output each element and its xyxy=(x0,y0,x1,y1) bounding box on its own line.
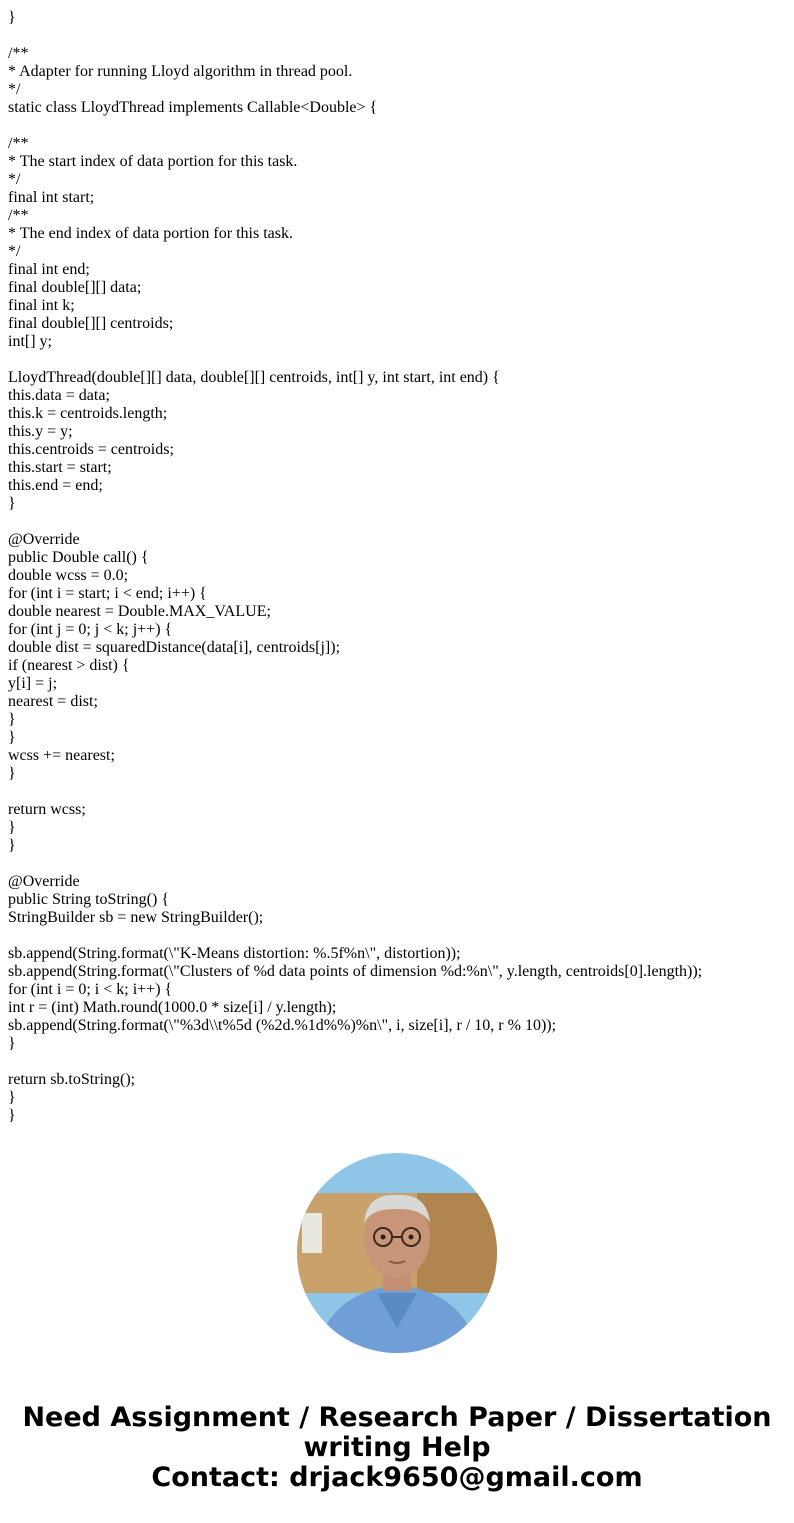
code-line: double wcss = 0.0; xyxy=(8,567,129,584)
code-line xyxy=(8,1053,788,1071)
code-line: this.end = end; xyxy=(8,477,103,494)
code-line: @Override xyxy=(8,531,80,548)
code-line: } xyxy=(8,1035,16,1052)
code-line: for (int j = 0; j < k; j++) { xyxy=(8,621,173,638)
code-line: this.k = centroids.length; xyxy=(8,405,168,422)
code-line: sb.append(String.format(\"Clusters of %d data points of dimension %d:%n\", y.length, centroids[0].length)); xyxy=(8,963,703,980)
code-line: @Override xyxy=(8,873,80,890)
code-line: } xyxy=(8,711,16,728)
code-line xyxy=(8,351,788,369)
code-line: } xyxy=(8,9,16,26)
code-line: * The end index of data portion for this task. xyxy=(8,225,293,242)
code-line xyxy=(8,27,788,45)
code-line: this.data = data; xyxy=(8,387,110,404)
code-line: if (nearest > dist) { xyxy=(8,657,130,674)
code-line: } xyxy=(8,765,16,782)
code-line: } xyxy=(8,1107,16,1124)
code-listing xyxy=(8,0,788,1125)
code-line: int r = (int) Math.round(1000.0 * size[i] / y.length); xyxy=(8,999,337,1016)
author-avatar xyxy=(297,1153,497,1353)
code-line: } xyxy=(8,837,16,854)
code-line: this.centroids = centroids; xyxy=(8,441,174,458)
code-line: /** xyxy=(8,135,29,152)
code-line: this.start = start; xyxy=(8,459,112,476)
code-line: final int start; xyxy=(8,189,95,206)
code-line: */ xyxy=(8,81,21,98)
code-line: for (int i = 0; i < k; i++) { xyxy=(8,981,173,998)
code-line: StringBuilder sb = new StringBuilder(); xyxy=(8,909,264,926)
author-photo-icon xyxy=(297,1153,497,1353)
code-line: } xyxy=(8,819,16,836)
code-line: return wcss; xyxy=(8,801,86,818)
code-line: final int end; xyxy=(8,261,90,278)
code-line: */ xyxy=(8,171,21,188)
code-line: LloydThread(double[][] data, double[][] centroids, int[] y, int start, int end) { xyxy=(8,369,500,386)
code-line xyxy=(8,0,788,9)
code-line: wcss += nearest; xyxy=(8,747,115,764)
code-line: nearest = dist; xyxy=(8,693,98,710)
code-line: for (int i = start; i < end; i++) { xyxy=(8,585,207,602)
code-line: final int k; xyxy=(8,297,75,314)
code-line: sb.append(String.format(\"%3d\\t%5d (%2d.%1d%%)%n\", i, size[i], r / 10, r % 10)); xyxy=(8,1017,557,1034)
code-line: /** xyxy=(8,45,29,62)
code-line: * The start index of data portion for this task. xyxy=(8,153,298,170)
code-line: double nearest = Double.MAX_VALUE; xyxy=(8,603,271,620)
code-line xyxy=(8,513,788,531)
code-line: static class LloydThread implements Callable<Double> { xyxy=(8,99,378,116)
code-line: sb.append(String.format(\"K-Means distortion: %.5f%n\", distortion)); xyxy=(8,945,461,962)
code-line: this.y = y; xyxy=(8,423,73,440)
code-line: */ xyxy=(8,243,21,260)
code-line: final double[][] centroids; xyxy=(8,315,174,332)
code-line: return sb.toString(); xyxy=(8,1071,136,1088)
code-line: double dist = squaredDistance(data[i], centroids[j]); xyxy=(8,639,341,656)
promo-contact: Contact: drjack9650@gmail.com xyxy=(151,1462,643,1493)
code-line: public Double call() { xyxy=(8,549,149,566)
code-line xyxy=(8,783,788,801)
code-line xyxy=(8,855,788,873)
code-line: int[] y; xyxy=(8,333,52,350)
promo-line-2: writing Help xyxy=(303,1432,491,1463)
code-line xyxy=(8,927,788,945)
code-line: y[i] = j; xyxy=(8,675,58,692)
code-line: final double[][] data; xyxy=(8,279,142,296)
promo-banner xyxy=(0,1403,794,1493)
promo-line-1: Need Assignment / Research Paper / Dissertation xyxy=(22,1402,772,1433)
code-line: } xyxy=(8,729,16,746)
code-line xyxy=(8,117,788,135)
code-line: public String toString() { xyxy=(8,891,170,908)
code-line: * Adapter for running Lloyd algorithm in thread pool. xyxy=(8,63,353,80)
code-line: } xyxy=(8,1089,16,1106)
code-line: } xyxy=(8,495,16,512)
code-line: /** xyxy=(8,207,29,224)
